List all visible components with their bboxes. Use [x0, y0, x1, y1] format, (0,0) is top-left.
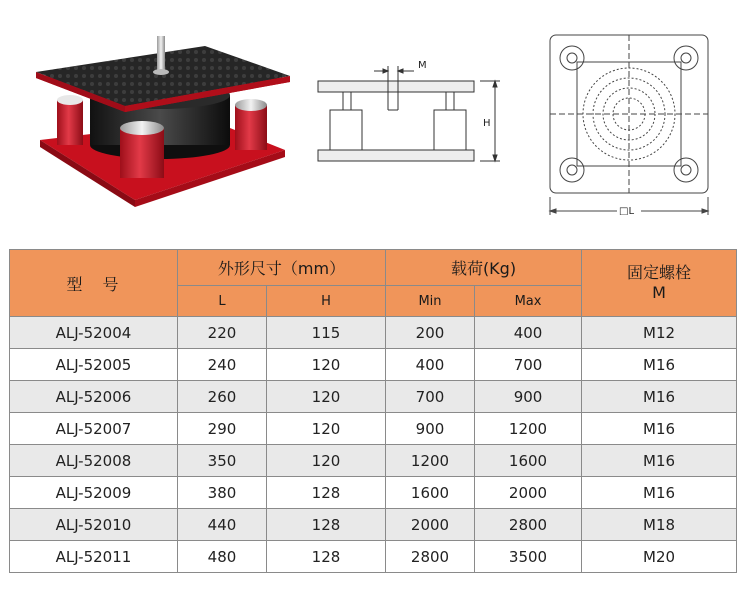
dim-m-label: M — [418, 60, 427, 71]
cell-model: ALJ-52005 — [10, 349, 178, 381]
table-row — [10, 477, 737, 509]
cell-h: 120 — [267, 445, 386, 477]
side-view-drawing — [0, 0, 750, 215]
cell-l: 440 — [178, 509, 267, 541]
cell-h: 128 — [267, 541, 386, 573]
cell-model: ALJ-52009 — [10, 477, 178, 509]
cell-max: 2000 — [475, 477, 582, 509]
cell-min: 900 — [386, 413, 475, 445]
cell-min: 400 — [386, 349, 475, 381]
cell-l: 380 — [178, 477, 267, 509]
cell-min: 700 — [386, 381, 475, 413]
cell-l: 290 — [178, 413, 267, 445]
cell-l: 350 — [178, 445, 267, 477]
dim-l-label: □L — [619, 206, 635, 215]
cell-bolt: M16 — [582, 413, 737, 445]
cell-min: 1200 — [386, 445, 475, 477]
cell-max: 3500 — [475, 541, 582, 573]
cell-l: 240 — [178, 349, 267, 381]
cell-model: ALJ-52011 — [10, 541, 178, 573]
cell-min: 1600 — [386, 477, 475, 509]
header-load: 载荷(Kg) — [386, 250, 582, 286]
cell-min: 2000 — [386, 509, 475, 541]
cell-model: ALJ-52006 — [10, 381, 178, 413]
cell-l: 480 — [178, 541, 267, 573]
cell-max: 700 — [475, 349, 582, 381]
table-row — [10, 381, 737, 413]
header-dimensions: 外形尺寸（mm） — [178, 250, 386, 286]
cell-max: 1600 — [475, 445, 582, 477]
header-bolt-line2: M — [652, 283, 666, 302]
table-row — [10, 509, 737, 541]
cell-model: ALJ-52010 — [10, 509, 178, 541]
cell-max: 900 — [475, 381, 582, 413]
table-row — [10, 541, 737, 573]
table-row — [10, 445, 737, 477]
header-bolt-line1: 固定螺栓 — [627, 263, 692, 282]
cell-bolt: M18 — [582, 509, 737, 541]
cell-min: 200 — [386, 317, 475, 349]
dim-h-label: H — [483, 118, 491, 129]
cell-h: 115 — [267, 317, 386, 349]
table-row — [10, 413, 737, 445]
spec-table — [9, 249, 737, 573]
cell-bolt: M16 — [582, 445, 737, 477]
cell-max: 400 — [475, 317, 582, 349]
top-view-drawing — [550, 35, 708, 215]
cell-h: 128 — [267, 509, 386, 541]
cell-min: 2800 — [386, 541, 475, 573]
header-l: L — [178, 286, 267, 317]
cell-l: 260 — [178, 381, 267, 413]
header-max: Max — [475, 286, 582, 317]
cell-model: ALJ-52004 — [10, 317, 178, 349]
table-row — [10, 349, 737, 381]
header-bolt — [582, 250, 737, 317]
cell-bolt: M12 — [582, 317, 737, 349]
cell-bolt: M20 — [582, 541, 737, 573]
cell-bolt: M16 — [582, 381, 737, 413]
cell-max: 2800 — [475, 509, 582, 541]
table-row — [10, 317, 737, 349]
cell-max: 1200 — [475, 413, 582, 445]
cell-h: 128 — [267, 477, 386, 509]
cell-h: 120 — [267, 413, 386, 445]
header-h: H — [267, 286, 386, 317]
cell-l: 220 — [178, 317, 267, 349]
cell-bolt: M16 — [582, 349, 737, 381]
cell-h: 120 — [267, 349, 386, 381]
cell-model: ALJ-52007 — [10, 413, 178, 445]
header-model: 型 号 — [10, 250, 178, 317]
cell-model: ALJ-52008 — [10, 445, 178, 477]
cell-bolt: M16 — [582, 477, 737, 509]
header-min: Min — [386, 286, 475, 317]
cell-h: 120 — [267, 381, 386, 413]
